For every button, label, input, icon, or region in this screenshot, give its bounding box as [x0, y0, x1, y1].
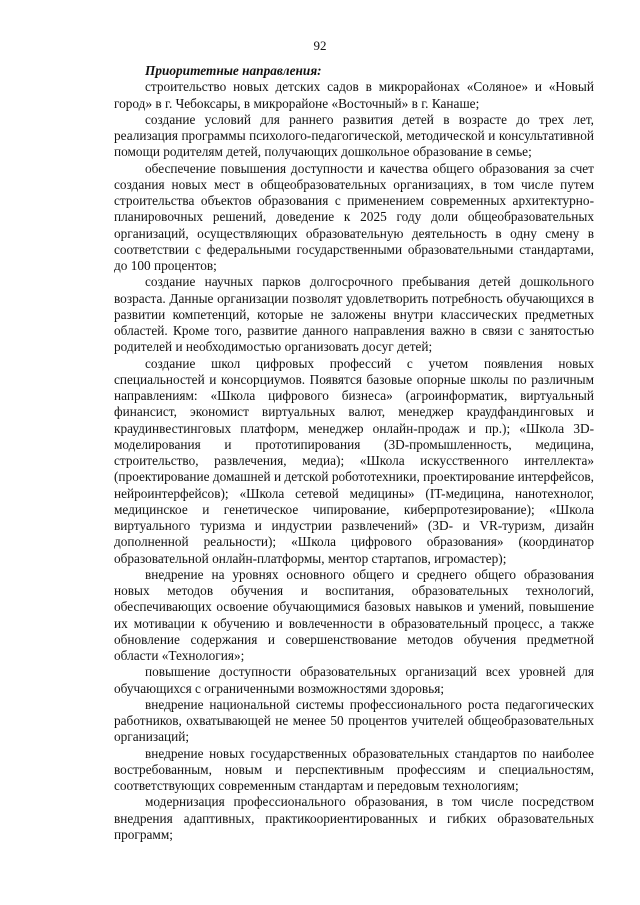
- paragraph-general-education-access: обеспечение повышения доступности и качества общего образования за счет создания новых мест в общеобразовательных организациях, в том числе путем строительства объектов образования с применением современных архитектурно-планировочных решений, доведение к 2025 году доли общеобразовательных организаций, осуществляющих образовательную деятельность в одну смену в соответствии с федеральными государственными образовательными стандартами, до 100 процентов;: [114, 160, 594, 273]
- paragraph-accessibility: повышение доступности образовательных организаций всех уровней для обучающихся с ограниченными возможностями здоровья;: [114, 664, 594, 696]
- paragraph-new-standards: внедрение новых государственных образовательных стандартов по наиболее востребованным, новым и перспективным профессиям и специальностям, соответствующих современным стандартам и передовым технологиям;: [114, 745, 594, 793]
- paragraph-kindergartens: строительство новых детских садов в микрорайонах «Соляное» и «Новый город» в г. Чебоксары, в микрорайоне «Восточный» в г. Канаше;: [114, 79, 594, 111]
- paragraph-science-parks: создание научных парков долгосрочного пребывания детей дошкольного возраста. Данные организации позволят удовлетворить потребность обучающихся в развитии компетенций, которые не заложены внутри классических предметных областей. Кроме того, развитие данного направления важно в связи с занятостью родителей и необходимостью организовать досуг детей;: [114, 274, 594, 355]
- paragraph-vocational-modernization: модернизация профессионального образования, в том числе посредством внедрения адаптивных, практикоориентированных и гибких образовательных программ;: [114, 794, 594, 842]
- paragraph-teacher-growth: внедрение национальной системы профессионального роста педагогических работников, охватывающей не менее 50 процентов учителей общеобразовательных организаций;: [114, 696, 594, 745]
- paragraph-digital-schools: создание школ цифровых профессий с учетом появления новых специальностей и консорциумов. Появятся базовые опорные школы по различным направлениям: «Школа цифрового бизнеса» (агроинформатик, виртуальный финансист, экономист виртуальных валют, менеджер краудфандинговых и краудинвестинговых платформ, менеджер онлайн-продаж и пр.); «Школа 3D-моделирования и прототипирования (3D-промышленность, медицина, строительство, развлечения, медиа); «Школа искусственного интеллекта» (проектирование домашней и детской робототехники, проектирование интерфейсов, нейроинтерфейсов); «Школа сетевой медицины» (IT-медицина, нанотехнолог, медицинское и генетическое чипирование, киберпротезирование); «Школа виртуального туризма и индустрии развлечений» (3D- и VR-туризм, дизайн дополненной реальности); «Школа цифрового образования» (координатор образовательной онлайн-платформы, ментор стартапов, игромастер);: [114, 355, 594, 566]
- paragraph-teaching-methods: внедрение на уровнях основного общего и среднего общего образования новых методов обучения и воспитания, образовательных технологий, обеспечивающих освоение обучающимися базовых навыков и умений, повышение их мотивации к обучению и вовлеченности в образовательный процесс, а также обновление содержания и совершенствование методов обучения предметной области «Технология»;: [114, 566, 594, 663]
- section-heading: Приоритетные направления:: [145, 63, 322, 78]
- document-body: [114, 63, 594, 843]
- paragraph-early-development: создание условий для раннего развития детей в возрасте до трех лет, реализация программы психолого-педагогической, методической и консультативной помощи родителям детей, получающих дошкольное образование в семье;: [114, 111, 594, 160]
- page-number: 92: [313, 38, 327, 53]
